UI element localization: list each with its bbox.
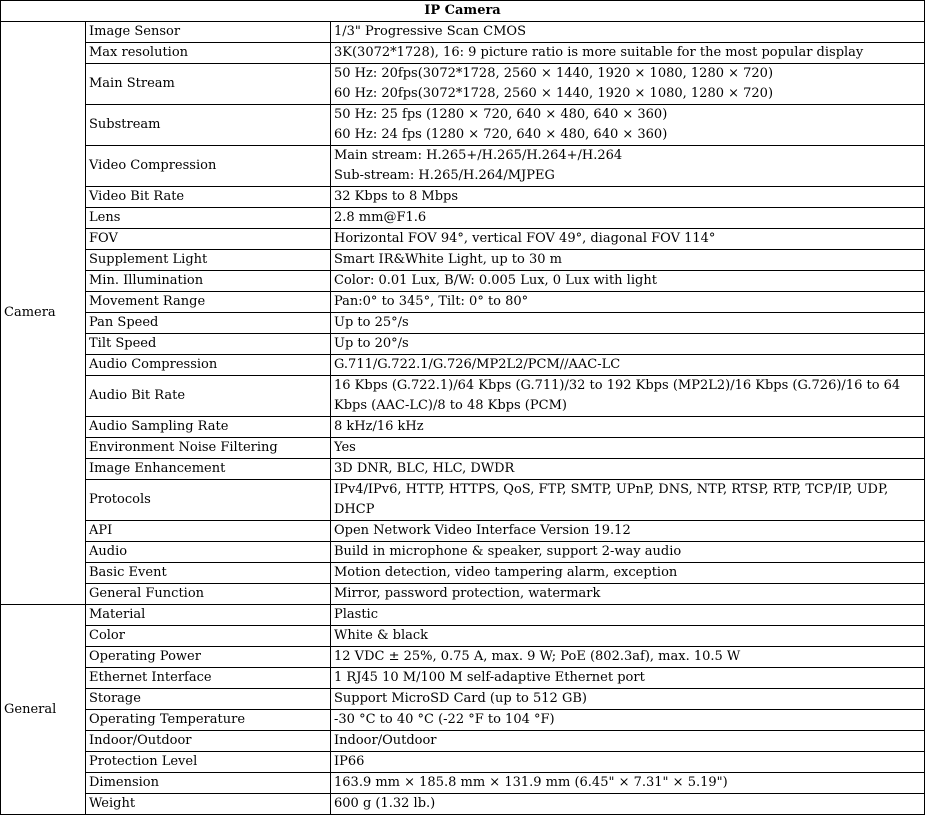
- spec-value-line: Main stream: H.265+/H.265/H.264+/H.264: [334, 148, 623, 163]
- spec-body: [1, 22, 925, 815]
- spec-label: Basic Event: [86, 563, 331, 584]
- spec-value: [331, 376, 925, 417]
- spec-value: [331, 542, 925, 563]
- table-row: [1, 292, 925, 313]
- spec-label: Ethernet Interface: [86, 668, 331, 689]
- spec-value: [331, 355, 925, 376]
- spec-label: Color: [86, 626, 331, 647]
- spec-label: Substream: [86, 105, 331, 146]
- spec-value: [331, 731, 925, 752]
- spec-value: [331, 480, 925, 521]
- spec-label: Protocols: [86, 480, 331, 521]
- spec-label: Image Enhancement: [86, 459, 331, 480]
- spec-label: Material: [86, 605, 331, 626]
- spec-value-line: White & black: [334, 628, 429, 643]
- spec-value: [331, 668, 925, 689]
- spec-value: [331, 584, 925, 605]
- spec-value-line: 50 Hz: 25 fps (1280 × 720, 640 × 480, 640 × 360): [334, 107, 668, 122]
- spec-value: [331, 22, 925, 43]
- spec-label: Max resolution: [86, 43, 331, 64]
- title-row: [1, 1, 925, 22]
- spec-value-line: Up to 20°/s: [334, 336, 409, 351]
- spec-value: [331, 105, 925, 146]
- spec-value-line: Sub-stream: H.265/H.264/MJPEG: [334, 168, 555, 183]
- spec-value-line: 50 Hz: 20fps(3072*1728, 2560 × 1440, 1920 × 1080, 1280 × 720): [334, 66, 774, 81]
- spec-value: [331, 43, 925, 64]
- spec-value-line: Up to 25°/s: [334, 315, 409, 330]
- spec-value-line: 60 Hz: 20fps(3072*1728, 2560 × 1440, 1920 × 1080, 1280 × 720): [334, 86, 774, 101]
- spec-value-line: Open Network Video Interface Version 19.12: [334, 523, 631, 538]
- table-row: [1, 794, 925, 815]
- spec-value: [331, 146, 925, 187]
- table-row: [1, 355, 925, 376]
- spec-label: Main Stream: [86, 64, 331, 105]
- spec-value: [331, 521, 925, 542]
- spec-label: Operating Power: [86, 647, 331, 668]
- spec-value: [331, 647, 925, 668]
- spec-value-line: 3K(3072*1728), 16: 9 picture ratio is more suitable for the most popular display: [334, 45, 864, 60]
- spec-value-line: -30 °C to 40 °C (-22 °F to 104 °F): [334, 712, 555, 727]
- spec-label: Audio Compression: [86, 355, 331, 376]
- spec-value-line: 8 kHz/16 kHz: [334, 419, 424, 434]
- spec-value: [331, 794, 925, 815]
- table-row: [1, 542, 925, 563]
- spec-label: Supplement Light: [86, 250, 331, 271]
- table-row: [1, 271, 925, 292]
- spec-value-line: 12 VDC ± 25%, 0.75 A, max. 9 W; PoE (802.3af), max. 10.5 W: [334, 649, 741, 664]
- table-row: [1, 376, 925, 417]
- spec-value-line: Support MicroSD Card (up to 512 GB): [334, 691, 587, 706]
- spec-value-line: Yes: [334, 440, 356, 455]
- table-row: [1, 187, 925, 208]
- spec-value: [331, 334, 925, 355]
- spec-value: [331, 563, 925, 584]
- spec-value-line: Horizontal FOV 94°, vertical FOV 49°, diagonal FOV 114°: [334, 231, 716, 246]
- spec-value-line: Pan:0° to 345°, Tilt: 0° to 80°: [334, 294, 529, 309]
- spec-label: Lens: [86, 208, 331, 229]
- spec-label: Protection Level: [86, 752, 331, 773]
- spec-value: [331, 438, 925, 459]
- spec-label: FOV: [86, 229, 331, 250]
- spec-value-line: 32 Kbps to 8 Mbps: [334, 189, 459, 204]
- table-row: [1, 668, 925, 689]
- table-row: [1, 521, 925, 542]
- table-row: [1, 731, 925, 752]
- spec-label: Tilt Speed: [86, 334, 331, 355]
- spec-label: Indoor/Outdoor: [86, 731, 331, 752]
- spec-value-line: 16 Kbps (G.722.1)/64 Kbps (G.711)/32 to 192 Kbps (MP2L2)/16 Kbps (G.726)/16 to 64 Kbps (AAC-LC)/8 to 48 Kbps (PCM): [334, 378, 901, 413]
- spec-value-line: Build in microphone & speaker, support 2-way audio: [334, 544, 682, 559]
- spec-label: General Function: [86, 584, 331, 605]
- spec-value: [331, 187, 925, 208]
- spec-value-line: 600 g (1.32 lb.): [334, 796, 436, 811]
- spec-value: [331, 752, 925, 773]
- table-title: IP Camera: [1, 1, 925, 22]
- table-row: [1, 584, 925, 605]
- spec-label: Video Compression: [86, 146, 331, 187]
- spec-label: Audio Bit Rate: [86, 376, 331, 417]
- spec-label: Pan Speed: [86, 313, 331, 334]
- spec-label: Storage: [86, 689, 331, 710]
- table-row: [1, 229, 925, 250]
- table-row: [1, 208, 925, 229]
- spec-label: Video Bit Rate: [86, 187, 331, 208]
- spec-value: [331, 710, 925, 731]
- spec-value-line: 60 Hz: 24 fps (1280 × 720, 640 × 480, 640 × 360): [334, 127, 668, 142]
- spec-value-line: IPv4/IPv6, HTTP, HTTPS, QoS, FTP, SMTP, UPnP, DNS, NTP, RTSP, RTP, TCP/IP, UDP, DHCP: [334, 482, 889, 517]
- table-row: [1, 480, 925, 521]
- table-row: [1, 64, 925, 105]
- group-label-camera: Camera: [1, 22, 86, 605]
- spec-value: [331, 229, 925, 250]
- spec-label: Weight: [86, 794, 331, 815]
- spec-value-line: IP66: [334, 754, 365, 769]
- table-row: [1, 250, 925, 271]
- spec-value-line: 1 RJ45 10 M/100 M self-adaptive Ethernet port: [334, 670, 645, 685]
- table-row: [1, 689, 925, 710]
- spec-value-line: 163.9 mm × 185.8 mm × 131.9 mm (6.45" × 7.31" × 5.19"): [334, 775, 728, 790]
- table-row: [1, 334, 925, 355]
- table-row: [1, 605, 925, 626]
- spec-label: Movement Range: [86, 292, 331, 313]
- spec-value-line: Mirror, password protection, watermark: [334, 586, 601, 601]
- spec-value: [331, 605, 925, 626]
- spec-value: [331, 773, 925, 794]
- spec-label: Environment Noise Filtering: [86, 438, 331, 459]
- table-row: [1, 773, 925, 794]
- spec-value: [331, 417, 925, 438]
- spec-label: Audio: [86, 542, 331, 563]
- table-row: [1, 626, 925, 647]
- table-row: [1, 710, 925, 731]
- spec-value-line: Indoor/Outdoor: [334, 733, 437, 748]
- spec-value-line: 2.8 mm@F1.6: [334, 210, 427, 225]
- table-row: [1, 43, 925, 64]
- spec-label: API: [86, 521, 331, 542]
- table-row: [1, 438, 925, 459]
- spec-value-line: G.711/G.722.1/G.726/MP2L2/PCM//AAC-LC: [334, 357, 621, 372]
- spec-label: Min. Illumination: [86, 271, 331, 292]
- table-row: [1, 105, 925, 146]
- table-row: [1, 459, 925, 480]
- spec-label: Audio Sampling Rate: [86, 417, 331, 438]
- spec-value-line: 1/3" Progressive Scan CMOS: [334, 24, 526, 39]
- table-row: [1, 146, 925, 187]
- table-row: [1, 752, 925, 773]
- table-row: [1, 417, 925, 438]
- spec-value: [331, 292, 925, 313]
- table-row: [1, 647, 925, 668]
- spec-value-line: Color: 0.01 Lux, B/W: 0.005 Lux, 0 Lux with light: [334, 273, 657, 288]
- spec-value: [331, 64, 925, 105]
- group-label-general: General: [1, 605, 86, 815]
- spec-label: Operating Temperature: [86, 710, 331, 731]
- spec-value: [331, 250, 925, 271]
- spec-value-line: Motion detection, video tampering alarm, exception: [334, 565, 678, 580]
- spec-value: [331, 271, 925, 292]
- spec-label: Dimension: [86, 773, 331, 794]
- table-row: [1, 563, 925, 584]
- spec-value: [331, 626, 925, 647]
- table-row: [1, 22, 925, 43]
- spec-value: [331, 459, 925, 480]
- spec-label: Image Sensor: [86, 22, 331, 43]
- spec-value-line: Smart IR&White Light, up to 30 m: [334, 252, 562, 267]
- table-row: [1, 313, 925, 334]
- spec-value-line: Plastic: [334, 607, 378, 622]
- spec-value-line: 3D DNR, BLC, HLC, DWDR: [334, 461, 515, 476]
- spec-value: [331, 208, 925, 229]
- spec-value: [331, 313, 925, 334]
- spec-value: [331, 689, 925, 710]
